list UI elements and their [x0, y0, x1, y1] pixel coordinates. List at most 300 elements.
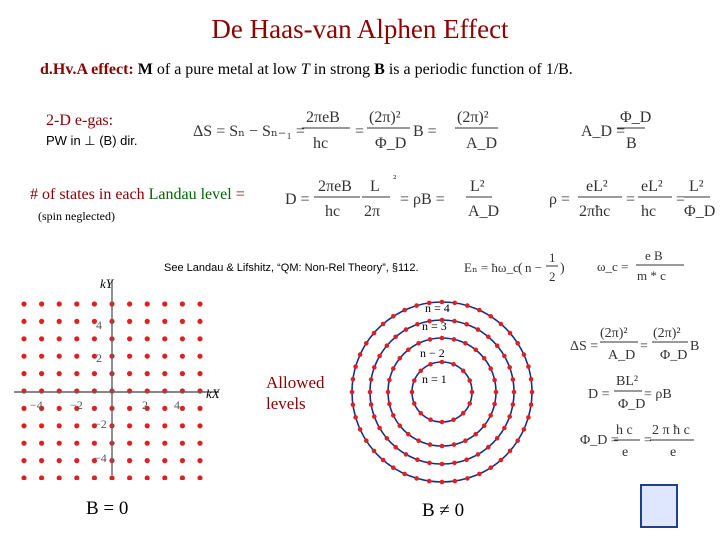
ring-dot	[453, 301, 458, 306]
ring-dot	[372, 365, 377, 370]
eq-s1-n2: (2π)²	[653, 326, 681, 341]
lead-b: B	[374, 61, 385, 78]
ring-dot	[369, 402, 374, 407]
lattice-dot	[74, 441, 79, 446]
eq-d-l2: L²	[470, 178, 485, 195]
lattice-dot	[162, 406, 167, 411]
lattice-dot	[57, 388, 62, 393]
ring-dot	[502, 354, 507, 359]
lattice-dot	[145, 388, 150, 393]
ky-label: kY	[100, 276, 113, 291]
slide-title: De Haas-van Alphen Effect	[211, 14, 509, 44]
ring-dot	[377, 426, 382, 431]
eq-rho-n2: eL²	[641, 178, 663, 195]
lattice-dot	[162, 354, 167, 359]
landau-ring	[370, 320, 514, 464]
reference-note: See Landau & Lifshitz, “QM: Non-Rel Theory”, §112.	[164, 262, 419, 274]
lattice-dot	[39, 371, 44, 376]
ring-dot	[415, 322, 420, 327]
lattice-dot	[127, 475, 132, 480]
ring-dot	[402, 308, 407, 313]
eq-s2-lhs: D =	[588, 387, 610, 402]
tick-x-neg4: −4	[30, 398, 43, 412]
ring-dot	[404, 327, 409, 332]
kx-label: kX	[206, 386, 220, 401]
lead-label: d.Hv.A effect:	[40, 61, 134, 78]
ring-dot	[391, 366, 396, 371]
lattice-dot	[180, 406, 185, 411]
ring-dot	[529, 403, 534, 408]
eq-energy	[464, 250, 565, 284]
ring-dot	[451, 362, 456, 367]
lattice-dot	[127, 354, 132, 359]
ring-dot	[495, 343, 500, 348]
eq-ds-den2: Φ_D	[375, 135, 407, 152]
eq-s3-n1: h c	[616, 423, 633, 438]
eq-s1-eq: =	[640, 339, 648, 354]
tick-y-neg4: −4	[94, 451, 107, 465]
ring-dot	[364, 438, 369, 443]
lattice-dot	[39, 319, 44, 324]
lattice-dot	[127, 423, 132, 428]
ring-dot	[488, 366, 493, 371]
lattice-dot	[57, 458, 62, 463]
lattice-dot	[39, 388, 44, 393]
ring-dot	[465, 303, 470, 308]
ring-dot	[377, 354, 382, 359]
eq-s1-n1: (2π)²	[600, 326, 628, 341]
eq-rho-eq1: =	[626, 191, 636, 208]
ring-dot	[393, 335, 398, 340]
ring-dot	[387, 402, 392, 407]
allowed-levels-label: Allowed levels	[266, 373, 325, 413]
ring-dot	[353, 415, 358, 420]
lattice-dot	[197, 423, 202, 428]
ring-dot	[406, 432, 411, 437]
lead-body: of a pure metal at low	[152, 61, 301, 78]
lattice-dot	[21, 354, 26, 359]
lattice-dot	[92, 336, 97, 341]
lattice-dot	[162, 371, 167, 376]
eq-en-paren-open: (	[518, 261, 523, 276]
gas-subtitle: PW in ⊥ (B) dir.	[46, 133, 138, 148]
lattice-dot	[39, 354, 44, 359]
eq-d-2pi: 2π	[364, 203, 381, 220]
ring-dot	[414, 303, 419, 308]
ring-dot	[350, 390, 355, 395]
eq-d-sq: ²	[393, 173, 397, 185]
ring-dot	[467, 378, 472, 383]
lattice-dot	[197, 354, 202, 359]
ring-dot	[452, 461, 457, 466]
lattice-dot	[74, 336, 79, 341]
ring-dot	[492, 378, 497, 383]
ring-dot	[387, 378, 392, 383]
ring-dot	[385, 436, 390, 441]
lattice-dot	[127, 301, 132, 306]
ring-dot	[414, 476, 419, 481]
eq-rho-lhs: ρ =	[549, 191, 571, 208]
ring-dot	[488, 314, 493, 319]
ring-dot	[473, 348, 478, 353]
eq-s1-lhs: ΔS =	[570, 339, 599, 354]
ring-dot	[415, 457, 420, 462]
ring-dot	[404, 452, 409, 457]
lattice-dot	[21, 319, 26, 324]
lattice-dot	[39, 441, 44, 446]
gas-heading: 2-D e-gas:	[46, 112, 114, 129]
eq-ds-b: B =	[413, 123, 437, 140]
ring-dot	[358, 427, 363, 432]
lattice-dot	[21, 406, 26, 411]
lattice-dot	[21, 301, 26, 306]
ring-dot	[452, 319, 457, 324]
lattice-plot	[14, 270, 234, 480]
lattice-dot	[162, 475, 167, 480]
ring-dot	[482, 423, 487, 428]
ring-dot	[406, 348, 411, 353]
eq-ds-den: hc	[313, 135, 329, 152]
ring-dot	[412, 401, 417, 406]
eq-ad-num: Φ_D	[620, 109, 652, 126]
lattice-dot	[145, 423, 150, 428]
lattice-dot	[39, 423, 44, 428]
ring-dot	[440, 444, 445, 449]
ring-dot	[440, 420, 445, 425]
lattice-dot	[162, 301, 167, 306]
eq-en-one: 1	[549, 250, 556, 265]
ring-dot	[353, 364, 358, 369]
eq-ds-num: 2πeB	[306, 109, 340, 126]
ring-dot	[515, 438, 520, 443]
lattice-dot	[39, 458, 44, 463]
ring-dot	[391, 413, 396, 418]
lattice-dot	[197, 388, 202, 393]
lattice-dot	[21, 336, 26, 341]
eq-s2-den: Φ_D	[618, 397, 646, 412]
ring-dot	[512, 390, 517, 395]
ring-dot	[529, 377, 534, 382]
lattice-dot	[145, 371, 150, 376]
eq-rho-d1: 2πħc	[579, 203, 611, 220]
eq-s3-n2: 2 π ħ c	[652, 423, 690, 438]
lattice-dot	[74, 458, 79, 463]
ring-dot	[464, 322, 469, 327]
lead-m: M	[133, 61, 153, 78]
ring-dot	[526, 415, 531, 420]
eq-d-ad: A_D	[468, 203, 500, 220]
ring-dot	[368, 390, 373, 395]
ring-dot	[477, 308, 482, 313]
ring-dot	[372, 414, 377, 419]
b-nonzero-label: B ≠ 0	[422, 500, 465, 521]
eq-s3-eq: =	[644, 433, 652, 448]
lattice-dot	[197, 336, 202, 341]
lattice-dot	[127, 441, 132, 446]
ring-dot	[351, 403, 356, 408]
lattice-dot	[74, 475, 79, 480]
lattice-dot	[39, 301, 44, 306]
states-landau-level: Landau level	[148, 186, 232, 203]
ring-dot	[452, 442, 457, 447]
tick-x-neg2: −2	[70, 398, 83, 412]
lead-end: is a periodic function of 1/B.	[384, 61, 573, 78]
eq-rho-d3: Φ_D	[684, 203, 716, 220]
ring-dot	[428, 337, 433, 342]
ring-dot	[482, 356, 487, 361]
ring-dot	[467, 401, 472, 406]
lattice-dot	[74, 319, 79, 324]
ring-dot	[440, 336, 445, 341]
lattice-dot	[197, 406, 202, 411]
eq-ds-eq: =	[355, 123, 365, 140]
tick-x-4: 4	[174, 398, 180, 412]
lattice-dot	[57, 423, 62, 428]
eq-d-den: hc	[325, 203, 341, 220]
lattice-dot	[57, 319, 62, 324]
eq-en-lhs: Eₙ = ħω_c	[464, 260, 519, 275]
ring-dot	[465, 476, 470, 481]
eq-s3-lhs: Φ_D =	[580, 433, 619, 448]
ring-dot	[381, 458, 386, 463]
ring-dot	[428, 417, 433, 422]
ring-dot	[522, 427, 527, 432]
ring-dot	[476, 327, 481, 332]
lattice-dot	[145, 458, 150, 463]
ring-dot	[507, 365, 512, 370]
eq-a-d	[581, 109, 651, 152]
eq-ds-den3: A_D	[466, 135, 498, 152]
ring-dot	[486, 335, 491, 340]
lattice-dot	[197, 475, 202, 480]
ring-dot	[451, 417, 456, 422]
lattice-dot	[74, 371, 79, 376]
eq-en-paren-close: )	[560, 261, 565, 276]
ring-dot	[507, 414, 512, 419]
ring-dot	[499, 322, 504, 327]
ring-dot	[364, 341, 369, 346]
lattice-dot	[92, 388, 97, 393]
eq-om-den: m * c	[637, 268, 666, 283]
lattice-dot	[57, 441, 62, 446]
lead-t: T	[300, 61, 310, 78]
eq-s3-d2: e	[670, 445, 677, 460]
ring-dot	[369, 377, 374, 382]
ring-dot	[358, 352, 363, 357]
eq-rho-n3: L²	[689, 178, 704, 195]
lattice-dot	[92, 475, 97, 480]
lattice-dot	[145, 441, 150, 446]
ring-dot	[416, 341, 421, 346]
eq-s2-rhs: = ρB	[644, 387, 672, 402]
eq-s3-d1: e	[622, 445, 629, 460]
tick-y-neg2: −2	[94, 417, 107, 431]
lattice-dot	[92, 301, 97, 306]
ring-dot	[351, 377, 356, 382]
lattice-dot	[180, 301, 185, 306]
eq-om-num: e B	[645, 248, 663, 263]
lattice-dot	[162, 336, 167, 341]
ring-dot	[440, 360, 445, 365]
ring-dot	[391, 465, 396, 470]
eq-rho-n1: eL²	[586, 178, 608, 195]
lattice-dot	[74, 301, 79, 306]
lattice-dot	[145, 475, 150, 480]
lattice-dot	[21, 475, 26, 480]
eq-s1-b: B	[690, 339, 700, 354]
lattice-dot	[197, 319, 202, 324]
lattice-dot	[197, 441, 202, 446]
lead-mid: in strong	[309, 61, 375, 78]
level-n4: n = 4	[425, 301, 450, 315]
landau-rings	[340, 290, 560, 495]
lattice-dot	[127, 406, 132, 411]
ring-dot	[511, 402, 516, 407]
ring-dot	[461, 411, 466, 416]
lattice-dot	[74, 423, 79, 428]
lattice-dot	[57, 475, 62, 480]
lattice-dot	[180, 441, 185, 446]
ring-dot	[381, 322, 386, 327]
lattice-dot	[197, 371, 202, 376]
lattice-dot	[92, 371, 97, 376]
ring-dot	[526, 364, 531, 369]
lattice-dot	[127, 388, 132, 393]
ring-dot	[452, 337, 457, 342]
lattice-dot	[197, 301, 202, 306]
ring-dot	[511, 377, 516, 382]
ring-dot	[463, 438, 468, 443]
lattice-dot	[39, 336, 44, 341]
ring-dot	[499, 458, 504, 463]
ring-dot	[386, 390, 391, 395]
lattice-dot	[145, 319, 150, 324]
eq-s1-d2: Φ_D	[660, 348, 688, 363]
ring-dot	[494, 390, 499, 395]
ring-dot	[410, 390, 415, 395]
lattice-dot	[180, 458, 185, 463]
ring-dot	[473, 432, 478, 437]
eq-ad-den: B	[626, 135, 637, 152]
eq-side-d	[588, 374, 672, 412]
ring-dot	[530, 390, 535, 395]
ring-dot	[440, 462, 445, 467]
ring-dot	[463, 341, 468, 346]
eq-d-l: L	[370, 178, 380, 195]
lattice-dot	[180, 336, 185, 341]
ring-dot	[464, 457, 469, 462]
ring-dot	[398, 423, 403, 428]
ring-dot	[508, 449, 513, 454]
lattice-dot	[162, 441, 167, 446]
eq-rho-eq2: =	[676, 191, 686, 208]
ring-dot	[508, 331, 513, 336]
lattice-dot	[145, 301, 150, 306]
eq-d-num: 2πeB	[318, 178, 352, 195]
states-prefix: # of states in each	[30, 186, 149, 203]
lattice-dot	[21, 441, 26, 446]
lattice-dot	[21, 423, 26, 428]
ring-dot	[488, 465, 493, 470]
tick-y-4: 4	[96, 318, 102, 332]
lattice-dot	[109, 475, 114, 480]
ring-dot	[470, 390, 475, 395]
lattice-dot	[74, 354, 79, 359]
ring-dot	[391, 314, 396, 319]
level-n3: n = 3	[422, 319, 447, 333]
lattice-dot	[57, 406, 62, 411]
lattice-dot	[127, 319, 132, 324]
ring-dot	[428, 442, 433, 447]
lattice-dot	[162, 388, 167, 393]
ring-dot	[393, 445, 398, 450]
lattice-dot	[21, 371, 26, 376]
ring-dot	[502, 426, 507, 431]
lattice-dot	[180, 388, 185, 393]
lattice-dot	[145, 354, 150, 359]
level-n1: n = 1	[422, 372, 447, 386]
lattice-dot	[21, 458, 26, 463]
eq-side-ds	[570, 326, 699, 363]
ring-dot	[412, 378, 417, 383]
lattice-dot	[127, 458, 132, 463]
lattice-dot	[180, 371, 185, 376]
lattice-dot	[197, 458, 202, 463]
lattice-dot	[92, 406, 97, 411]
ring-dot	[461, 369, 466, 374]
ring-dot	[492, 402, 497, 407]
ring-dot	[416, 438, 421, 443]
lattice-dot	[162, 423, 167, 428]
eq-en-two: 2	[549, 269, 556, 284]
lattice-dot	[145, 336, 150, 341]
ring-dot	[372, 449, 377, 454]
lattice-dot	[92, 441, 97, 446]
lattice-dot	[180, 354, 185, 359]
lattice-dot	[180, 475, 185, 480]
ring-dot	[477, 472, 482, 477]
eq-rho-d2: hc	[641, 203, 657, 220]
lattice-dot	[21, 388, 26, 393]
ring-dot	[398, 356, 403, 361]
eq-ad-lhs: A_D =	[581, 123, 626, 140]
ring-dot	[428, 362, 433, 367]
ring-dot	[453, 479, 458, 484]
lattice-dot	[57, 354, 62, 359]
ring-dot	[402, 472, 407, 477]
eq-om-lhs: ω_c =	[597, 259, 629, 274]
level-n2: n − 2	[420, 346, 445, 360]
eq-delta-s	[193, 109, 498, 152]
eq-ds-lhs: ΔS = Sₙ − Sₙ₋₁ =	[193, 123, 305, 140]
ring-dot	[495, 436, 500, 441]
lattice-dot	[180, 319, 185, 324]
eq-ds-num3: (2π)²	[457, 109, 489, 126]
ring-dot	[372, 331, 377, 336]
eq-omega	[597, 248, 684, 283]
lattice-dot	[57, 336, 62, 341]
document-icon[interactable]	[640, 484, 678, 528]
ring-dot	[488, 413, 493, 418]
eq-s2-num: BL²	[616, 374, 639, 389]
ring-dot	[419, 411, 424, 416]
eq-d	[285, 173, 499, 220]
ring-dot	[486, 445, 491, 450]
lattice-dot	[39, 475, 44, 480]
ring-dot	[515, 341, 520, 346]
lattice-dot	[162, 458, 167, 463]
tick-y-2: 2	[96, 351, 102, 365]
